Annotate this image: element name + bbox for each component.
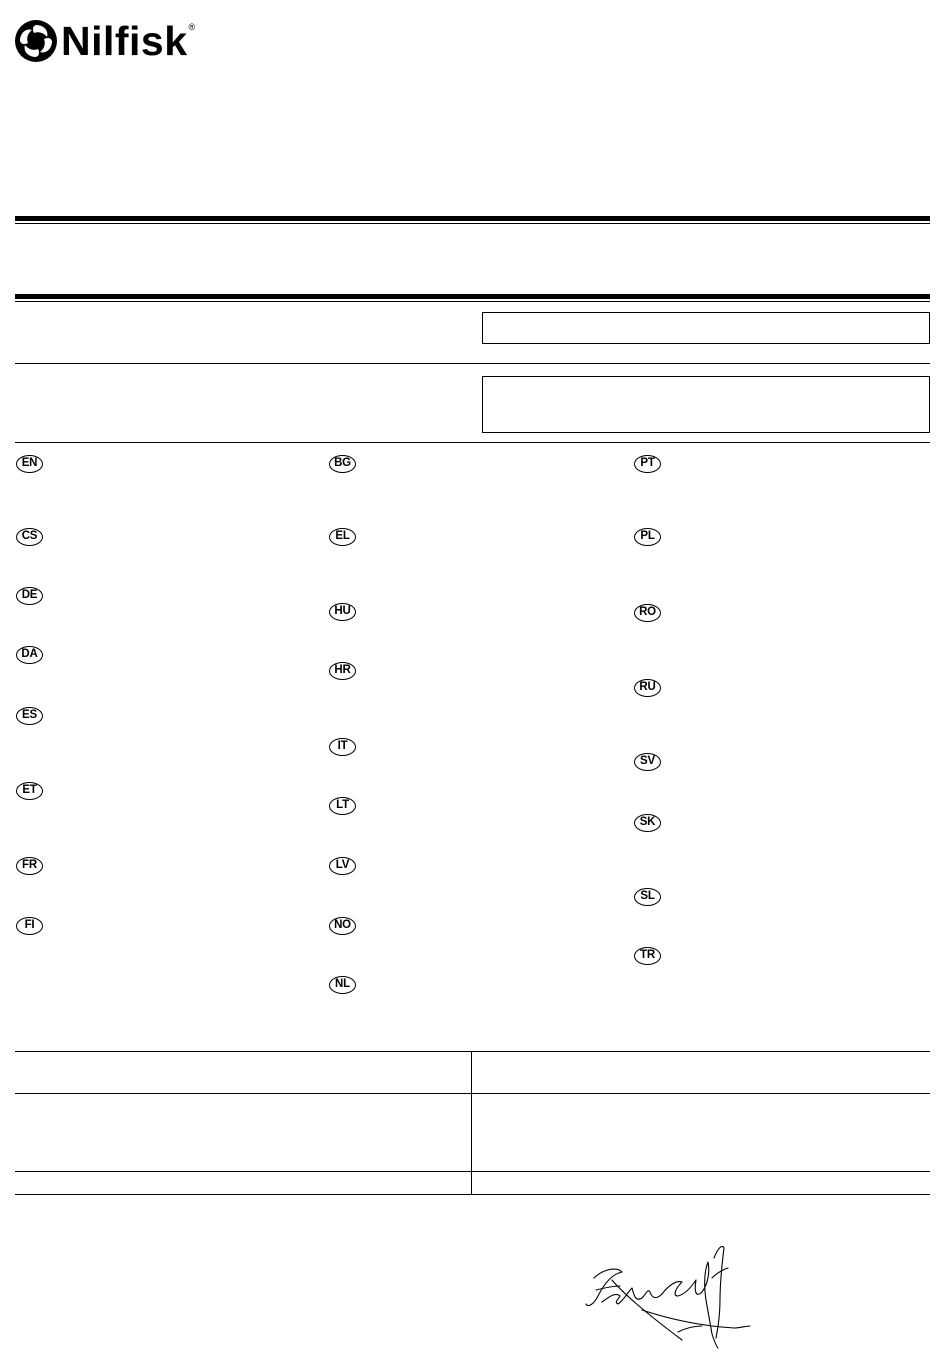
header-rule-thin-2 xyxy=(15,301,930,302)
lang-badge-da: DA xyxy=(16,646,43,664)
lang-badge-pt: PT xyxy=(634,455,661,473)
lang-badge-fr: FR xyxy=(16,857,43,875)
lang-badge-es: ES xyxy=(16,707,43,725)
table-rule-top xyxy=(15,1051,930,1052)
company-logo xyxy=(14,18,195,64)
header-rule-thin-1 xyxy=(15,223,930,224)
header-rule-thick-1 xyxy=(15,216,930,221)
lang-badge-cs: CS xyxy=(16,528,43,546)
lang-badge-nl: NL xyxy=(329,976,356,994)
lang-badge-tr: TR xyxy=(634,947,661,965)
table-rule-2 xyxy=(15,1093,930,1094)
lang-badge-ru: RU xyxy=(634,679,661,697)
lang-badge-el: EL xyxy=(329,528,356,546)
lang-badge-hu: HU xyxy=(329,603,356,621)
table-rule-3 xyxy=(15,1171,930,1172)
lang-badge-bg: BG xyxy=(329,455,356,473)
lang-badge-fi: FI xyxy=(16,917,43,935)
lang-badge-pl: PL xyxy=(634,528,661,546)
handwritten-signature xyxy=(582,1240,754,1352)
lang-badge-no: NO xyxy=(329,917,356,935)
field-separator xyxy=(15,363,930,364)
nilfisk-swirl-icon xyxy=(14,19,58,63)
brand-name: Nilfisk xyxy=(61,18,188,64)
registered-mark: ® xyxy=(188,22,196,32)
lang-badge-sv: SV xyxy=(634,753,661,771)
languages-top-rule xyxy=(15,442,930,443)
lang-badge-lt: LT xyxy=(329,797,356,815)
table-column-divider xyxy=(471,1051,472,1195)
lang-badge-en: EN xyxy=(16,455,43,473)
product-field-box xyxy=(482,312,930,344)
lang-badge-sk: SK xyxy=(634,814,661,832)
lang-badge-it: IT xyxy=(329,738,356,756)
type-field-box xyxy=(482,376,930,433)
lang-badge-sl: SL xyxy=(634,888,661,906)
lang-badge-ro: RO xyxy=(634,604,661,622)
lang-badge-de: DE xyxy=(16,587,43,605)
lang-badge-et: ET xyxy=(16,782,43,800)
lang-badge-hr: HR xyxy=(329,662,356,680)
lang-badge-lv: LV xyxy=(329,857,356,875)
table-rule-bottom xyxy=(15,1194,930,1195)
header-rule-thick-2 xyxy=(15,294,930,299)
